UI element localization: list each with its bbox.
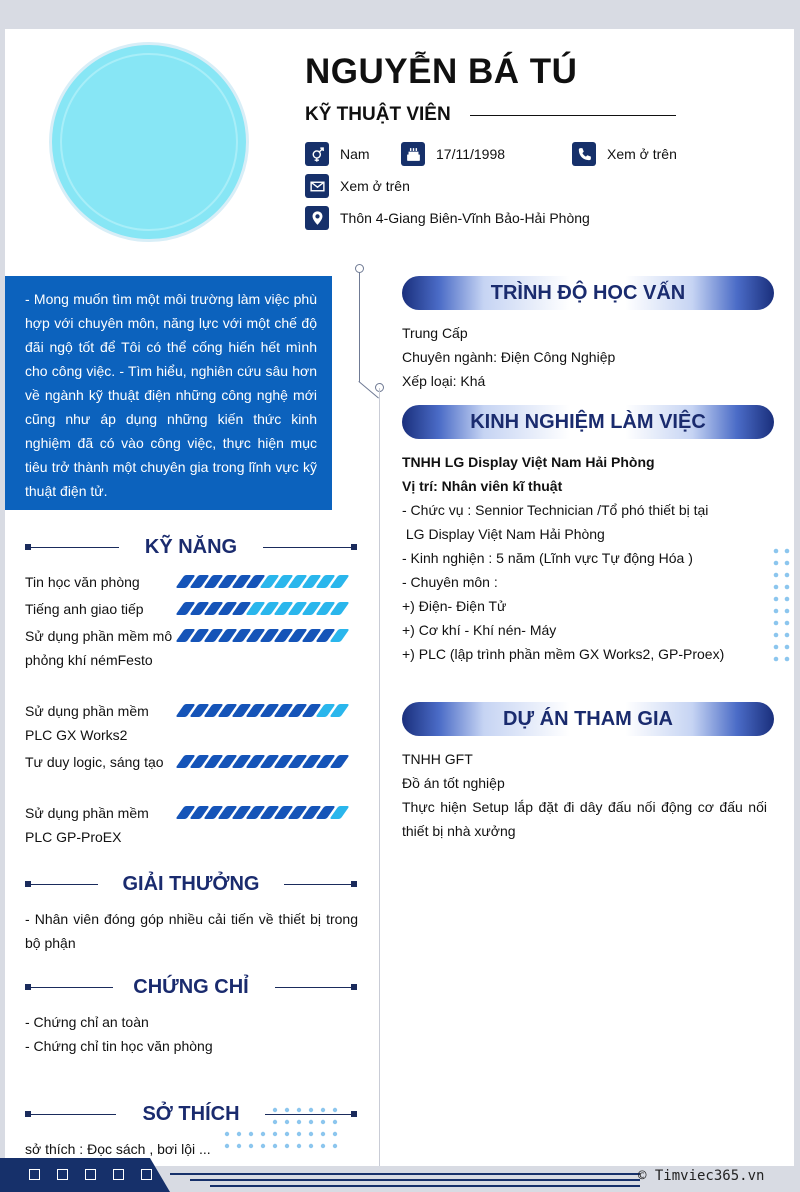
candidate-name: NGUYỄN BÁ TÚ — [305, 52, 578, 91]
skill-row — [25, 801, 360, 849]
address-row — [305, 206, 590, 230]
skill-row — [25, 570, 360, 594]
heading-square — [351, 1111, 357, 1117]
experience-position — [402, 474, 767, 498]
gender-icon — [305, 142, 329, 166]
skill-rating-bar — [180, 629, 348, 642]
avatar-ring — [60, 53, 238, 231]
gender-row — [305, 142, 370, 166]
project-line: Đồ án tốt nghiệp — [402, 775, 505, 791]
phone-row — [572, 142, 677, 166]
skill-rating-bar — [180, 602, 348, 615]
phone-icon — [572, 142, 596, 166]
watermark: © Timviec365.vn — [638, 1168, 765, 1184]
phone-text: Xem ở trên — [607, 146, 677, 162]
gender-text: Nam — [340, 146, 370, 162]
skill-name: Tin học văn phòng — [25, 574, 140, 590]
bottom-square — [57, 1169, 68, 1180]
projects-heading — [402, 702, 774, 736]
timeline-line — [379, 388, 380, 1166]
company-name: TNHH LG Display Việt Nam Hải Phòng — [402, 454, 655, 470]
education-line: Trung Cấp — [402, 325, 468, 341]
skill-row — [25, 597, 360, 621]
skill-rating-bar — [180, 704, 348, 717]
heading-line — [275, 987, 353, 988]
skill-name: Tiếng anh giao tiếp — [25, 601, 144, 617]
education-line: Chuyên ngành: Điện Công Nghiệp — [402, 349, 616, 365]
address-text: Thôn 4-Giang Biên-Vĩnh Bảo-Hải Phòng — [340, 210, 590, 226]
email-icon — [305, 174, 329, 198]
dot-pattern-right — [770, 547, 796, 671]
left-edge — [0, 29, 5, 1192]
bottom-square — [113, 1169, 124, 1180]
career-objective: - Mong muốn tìm một môi trường làm việc phù hợp với chuyên môn, năng lực với một chế độ đãi ngộ tốt để Tôi có thể cống hiến hết mình cho công việc. - Tìm hiểu, nghiên cứu sâu hơn về ngành kỹ thuật điện những công nghệ mới cũng như áp dụng những kiến thức kinh nghiệm đã có vào công việc, thực hiện mục tiêu trở thành một chuyên gia trong lĩnh vực kỹ thuật điện tử. — [5, 276, 332, 510]
hobbies-heading-text: SỞ THÍCH — [142, 1103, 240, 1125]
bottom-stripes — [170, 1170, 650, 1190]
position-text: Vị trí: Nhân viên kĩ thuật — [402, 478, 563, 494]
skills-heading — [25, 536, 357, 560]
experience-company — [402, 450, 767, 474]
skill-rating-bar — [180, 575, 348, 588]
heading-line — [284, 884, 353, 885]
projects-heading-text: DỰ ÁN THAM GIA — [503, 708, 673, 730]
experience-line: - Chức vụ : Sennior Technician /Tổ phó thiết bị tại — [402, 502, 709, 518]
education-heading — [402, 276, 774, 310]
bottom-square — [29, 1169, 40, 1180]
heading-line — [263, 547, 353, 548]
certificate-item: - Chứng chỉ tin học văn phòng — [25, 1038, 213, 1054]
top-bar — [0, 0, 800, 29]
skill-name: Tư duy logic, sáng tạo — [25, 754, 164, 770]
avatar — [49, 42, 249, 242]
experience-line: - Chuyên môn : — [402, 574, 498, 590]
experience-heading — [402, 405, 774, 439]
heading-square — [351, 984, 357, 990]
email-row — [305, 174, 410, 198]
skill-row — [25, 624, 360, 672]
birthdate-row — [401, 142, 505, 166]
heading-square — [351, 544, 357, 550]
heading-square — [351, 881, 357, 887]
experience-line: +) Điện- Điện Tử — [402, 598, 507, 614]
dot-pattern-bottom — [220, 1106, 350, 1150]
skill-row — [25, 750, 360, 774]
education-line: Xếp loại: Khá — [402, 373, 486, 389]
certificates-heading-text: CHỨNG CHỈ — [133, 976, 249, 998]
skill-name: Sử dụng phần mềm PLC GX Works2 — [25, 703, 149, 743]
experience-line: +) PLC (lập trình phần mềm GX Works2, GP-Proex) — [402, 646, 725, 662]
skill-name: Sử dụng phần mềm mô phỏng khí némFesto — [25, 628, 173, 668]
certificate-item: - Chứng chỉ an toàn — [25, 1014, 149, 1030]
skill-rating-bar — [180, 755, 348, 768]
hobbies-text: sở thích : Đọc sách , bơi lội ... — [25, 1141, 211, 1157]
job-title: KỸ THUẬT VIÊN — [305, 104, 451, 125]
experience-line: LG Display Việt Nam Hải Phòng — [402, 526, 605, 542]
location-icon — [305, 206, 329, 230]
experience-heading-text: KINH NGHIỆM LÀM VIỆC — [470, 411, 706, 433]
email-text: Xem ở trên — [340, 178, 410, 194]
education-heading-text: TRÌNH ĐỘ HỌC VẤN — [490, 282, 686, 304]
skill-row — [25, 699, 360, 747]
awards-text: - Nhân viên đóng góp nhiều cải tiến về thiết bị trong bộ phận — [25, 911, 358, 951]
bottom-square — [141, 1169, 152, 1180]
awards-heading — [25, 873, 357, 897]
awards-heading-text: GIẢI THƯỞNG — [122, 873, 260, 895]
timeline-dot-top — [355, 264, 364, 273]
experience-line: - Kinh nghiện : 5 năm (Lĩnh vực Tự động Hóa ) — [402, 550, 693, 566]
bottom-square — [85, 1169, 96, 1180]
birthdate-text: 17/11/1998 — [436, 146, 506, 162]
experience-line: +) Cơ khí - Khí nén- Máy — [402, 622, 557, 638]
skill-rating-bar — [180, 806, 348, 819]
project-line: Thực hiện Setup lắp đặt đi dây đấu nối động cơ đấu nối thiết bị nhà xưởng — [402, 799, 767, 839]
calendar-icon — [401, 142, 425, 166]
project-line: TNHH GFT — [402, 751, 473, 767]
timeline-top — [359, 272, 360, 382]
skill-name: Sử dụng phần mềm PLC GP-ProEX — [25, 805, 149, 845]
skills-heading-text: KỸ NĂNG — [144, 536, 238, 558]
title-divider — [470, 115, 676, 116]
certificates-heading — [25, 976, 357, 1000]
